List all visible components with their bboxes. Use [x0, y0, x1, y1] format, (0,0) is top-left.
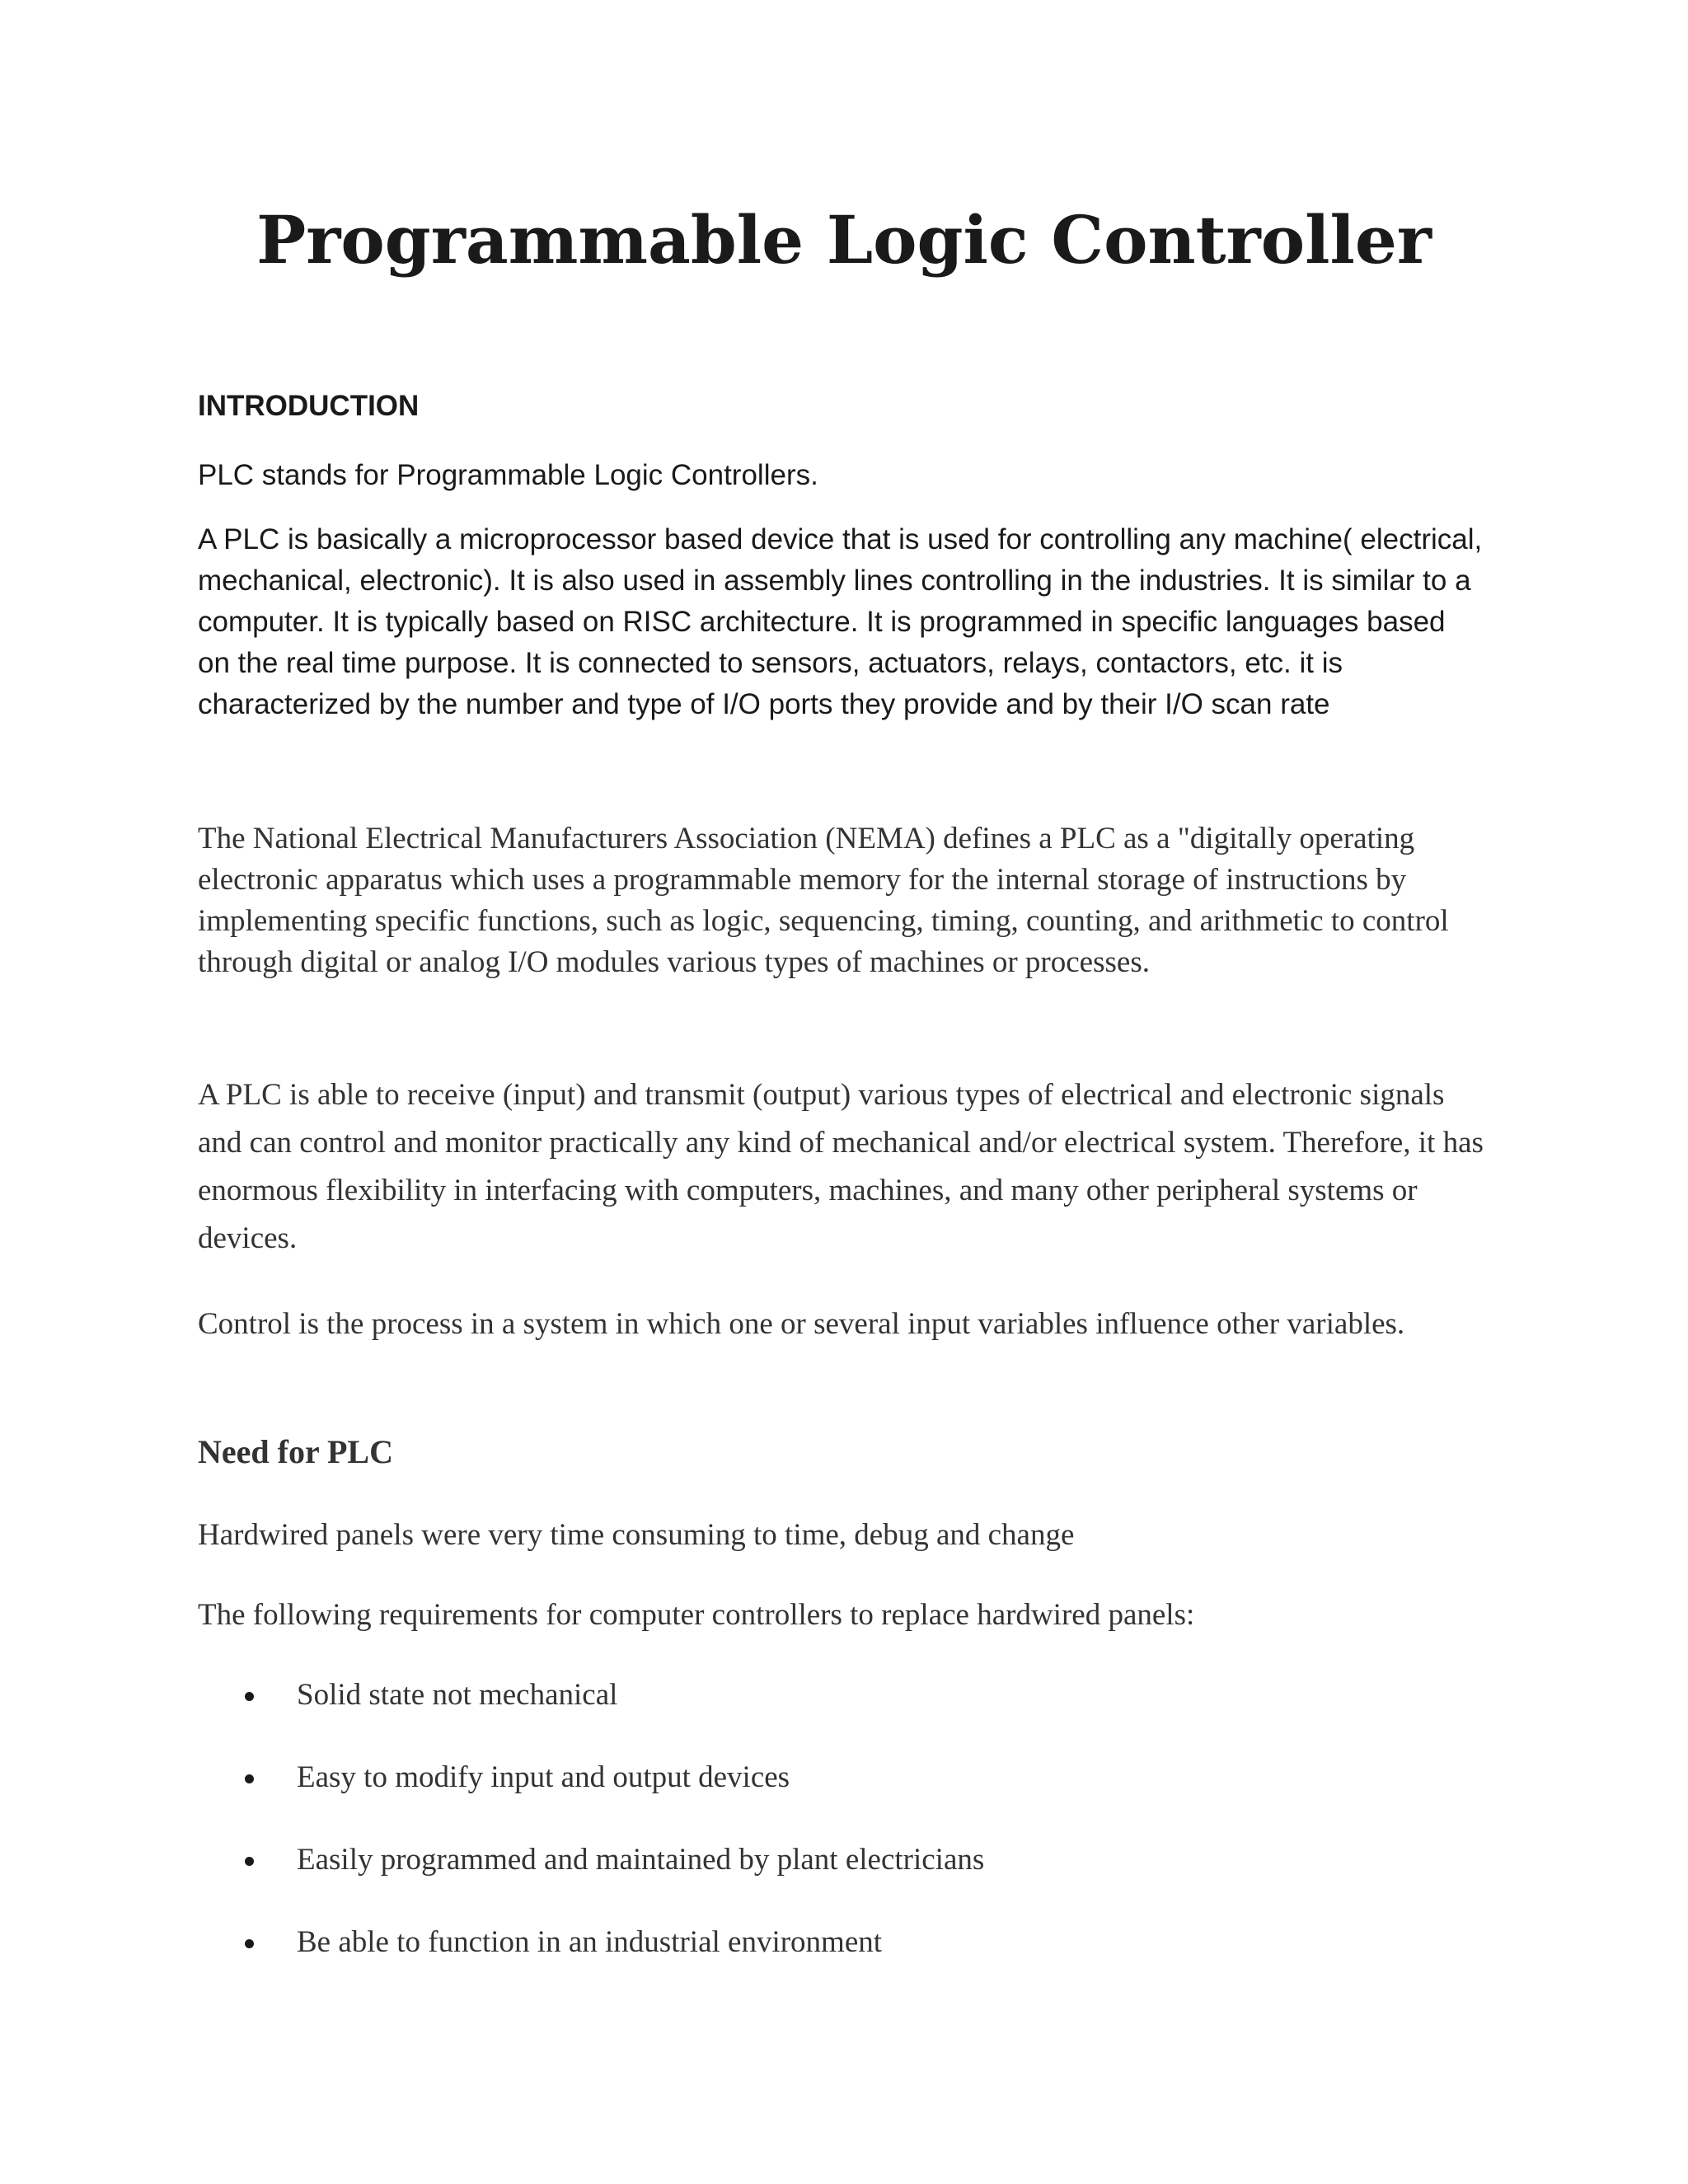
plc-capability-paragraph: A PLC is able to receive (input) and transmit (output) various types of electrical and electronic signals and can control and monitor practically any kind of mechanical and/or electrical system. Therefore, it has enormous flexibility in interfacing with computers, machines, and many other peripheral systems or devices. — [198, 1078, 1484, 1255]
list-item — [0, 1840, 1688, 1922]
introduction-paragraph-2: A PLC is basically a microprocessor based device that is used for controlling any machine( electrical, mechanical, electronic). It is also used in assembly lines controlling in the industries. It is similar to a computer. It is typically based on RISC architecture. It is programmed in specific languages based on the real time purpose. It is connected to sensors, actuators, relays, contactors, etc. it is characterized by the number and type of I/O ports they provide and by their I/O scan rate — [198, 523, 1483, 720]
bullet-icon — [245, 1692, 254, 1701]
list-item — [0, 1757, 1688, 1840]
requirements-list — [0, 1675, 1688, 2004]
bullet-icon — [245, 1857, 254, 1866]
list-item-text: Easily programmed and maintained by plant electricians — [297, 1843, 985, 1877]
list-item — [0, 1922, 1688, 2004]
need-for-plc-heading: Need for PLC — [198, 1433, 393, 1470]
nema-definition-paragraph: The National Electrical Manufacturers Association (NEMA) defines a PLC as a "digitally operating electronic apparatus which uses a programmable memory for the internal storage of instructions by implementing specific functions, such as logic, sequencing, timing, counting, and arithmetic to control through digital or analog I/O modules various types of machines or processes. — [198, 822, 1449, 979]
list-item-text: Easy to modify input and output devices — [297, 1760, 790, 1794]
requirements-intro-paragraph: The following requirements for computer controllers to replace hardwired panels: — [198, 1598, 1195, 1632]
control-definition-paragraph: Control is the process in a system in which one or several input variables influence other variables. — [198, 1307, 1405, 1341]
introduction-heading: INTRODUCTION — [198, 390, 420, 422]
list-item-text: Be able to function in an industrial environment — [297, 1925, 883, 1959]
introduction-paragraph-1: PLC stands for Programmable Logic Controllers. — [198, 459, 818, 491]
hardwired-panels-paragraph: Hardwired panels were very time consuming to time, debug and change — [198, 1518, 1075, 1552]
bullet-icon — [245, 1774, 254, 1783]
list-item — [0, 1675, 1688, 1757]
list-item-text: Solid state not mechanical — [297, 1678, 618, 1712]
bullet-icon — [245, 1939, 254, 1948]
document-title: Programmable Logic Controller — [256, 201, 1432, 279]
